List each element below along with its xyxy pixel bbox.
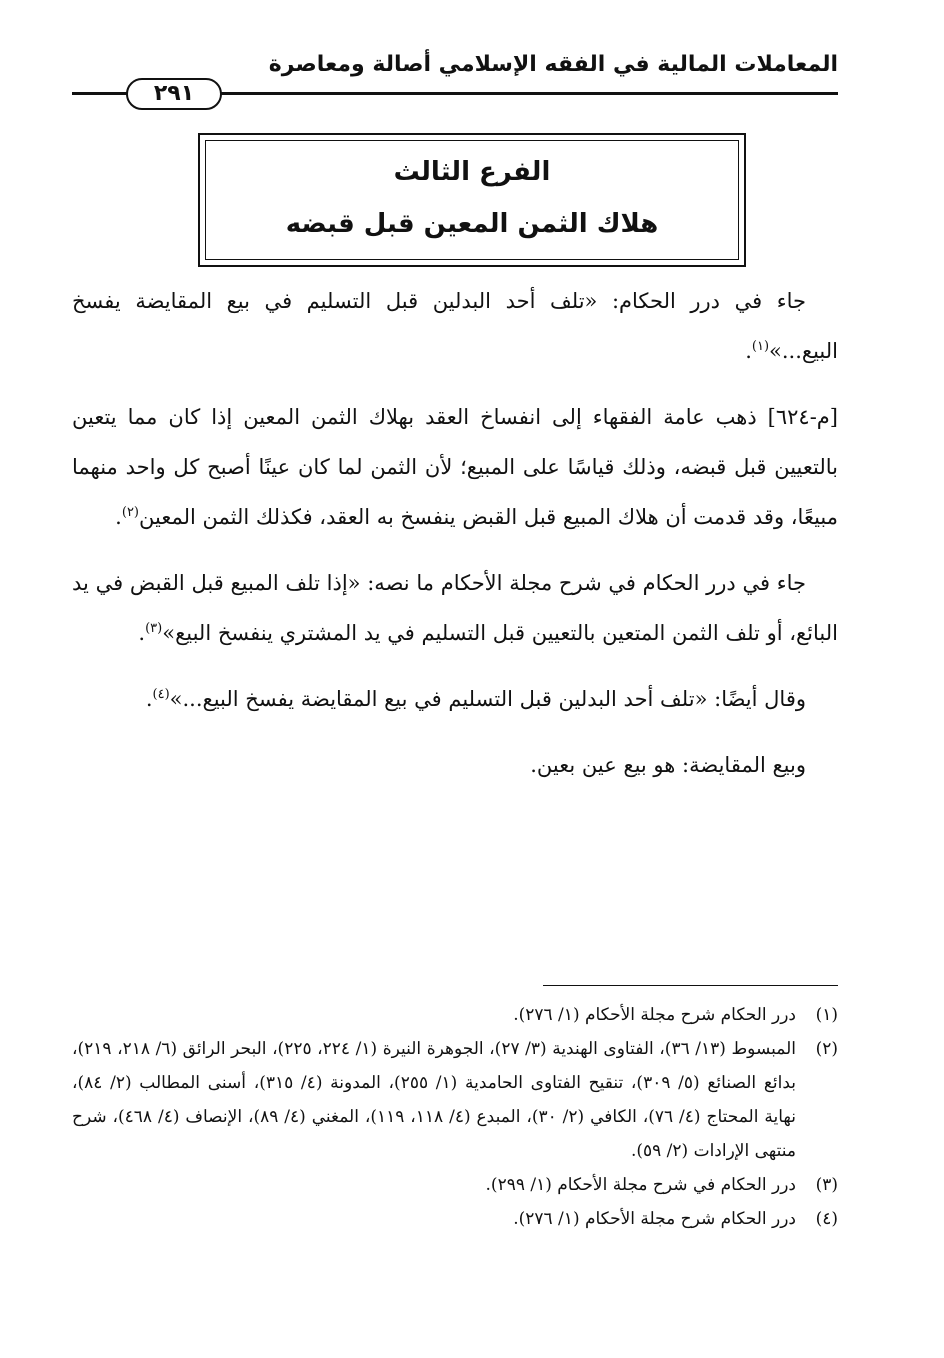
footnote-text: درر الحكام في شرح مجلة الأحكام (١/ ٢٩٩).: [485, 1175, 796, 1195]
paragraph-3: [72, 558, 838, 658]
paragraph-4: [72, 674, 838, 724]
footnote-number: (٢): [815, 1039, 838, 1059]
section-heading-box: [198, 133, 746, 267]
paragraph-text: جاء في درر الحكام: «تلف أحد البدلين قبل التسليم في بيع المقايضة يفسخ البيع...»: [72, 289, 838, 363]
paragraph-2: [72, 392, 838, 542]
footnote-separator: [543, 985, 838, 986]
footnote-number: (٣): [815, 1175, 838, 1195]
footnote-text: درر الحكام شرح مجلة الأحكام (١/ ٢٧٦).: [513, 1209, 796, 1229]
footnote-number: (٤): [815, 1209, 838, 1229]
body-text: [72, 276, 838, 806]
footnote-text: المبسوط (١٣/ ٣٦)، الفتاوى الهندية (٣/ ٢٧)، الجوهرة النيرة (١/ ٢٢٤، ٢٢٥)، البحر الرائق (٦/ ٢١٨، ٢١٩)، بدائع الصنائع (٥/ ٣٠٩)، تنقيح الفتاوى الحامدية (١/ ٢٥٥)، المدونة (٤/ ٣١٥)، أسنى المطالب (٢/ ٨٤)، نهاية المحتاج (٤/ ٧٦)، الكافي (٢/ ٣٠)، المبدع (٤/ ١١٨، ١١٩)، المغني (٤/ ٨٩)، الإنصاف (٤/ ٤٦٨)، شرح منتهى الإرادات (٢/ ٥٩).: [72, 1039, 796, 1161]
running-header-title: المعاملات المالية في الفقه الإسلامي أصالة ومعاصرة: [268, 52, 838, 77]
footnote-text: درر الحكام شرح مجلة الأحكام (١/ ٢٧٦).: [513, 1005, 796, 1025]
paragraph-text: وبيع المقايضة: هو بيع عين بعين.: [530, 753, 806, 777]
footnote-number: (١): [815, 1005, 838, 1025]
footnotes: [72, 998, 838, 1236]
paragraph-tail: .: [745, 339, 752, 363]
footnote-ref: (٢): [121, 505, 139, 520]
footnote-3: [72, 1168, 838, 1202]
paragraph-text: جاء في درر الحكام في شرح مجلة الأحكام ما نصه: «إذا تلف المبيع قبل القبض في يد البائع، أو تلف الثمن المتعين بالتعيين قبل التسليم في يد المشتري ينفسخ البيع»: [72, 571, 838, 645]
paragraph-tail: .: [138, 621, 146, 645]
paragraph-5: [72, 740, 838, 790]
page-number: ٢٩١: [126, 78, 222, 110]
footnote-2: [72, 1032, 838, 1168]
footnote-1: [72, 998, 838, 1032]
section-heading-line-1: الفرع الثالث: [393, 157, 551, 187]
paragraph-text: [م-٦٢٤] ذهب عامة الفقهاء إلى انفساخ العقد بهلاك الثمن المعين إذا كان مما يتعين بالتعيين قبل قبضه، وذلك قياسًا على المبيع؛ لأن الثمن لما كان عينًا أصبح كل واحد منهما مبيعًا، وقد قدمت أن هلاك المبيع قبل القبض ينفسخ به العقد، فكذلك الثمن المعين: [72, 405, 838, 529]
footnote-4: [72, 1202, 838, 1236]
section-heading-line-2: هلاك الثمن المعين قبل قبضه: [285, 209, 659, 239]
paragraph-1: [72, 276, 838, 376]
paragraph-tail: .: [115, 505, 122, 529]
paragraph-tail: .: [145, 687, 153, 711]
paragraph-text: وقال أيضًا: «تلف أحد البدلين قبل التسليم في بيع المقايضة يفسخ البيع...»: [169, 687, 806, 711]
footnote-ref: (١): [751, 339, 770, 354]
footnote-ref: (٣): [145, 621, 163, 636]
footnote-ref: (٤): [152, 687, 170, 702]
